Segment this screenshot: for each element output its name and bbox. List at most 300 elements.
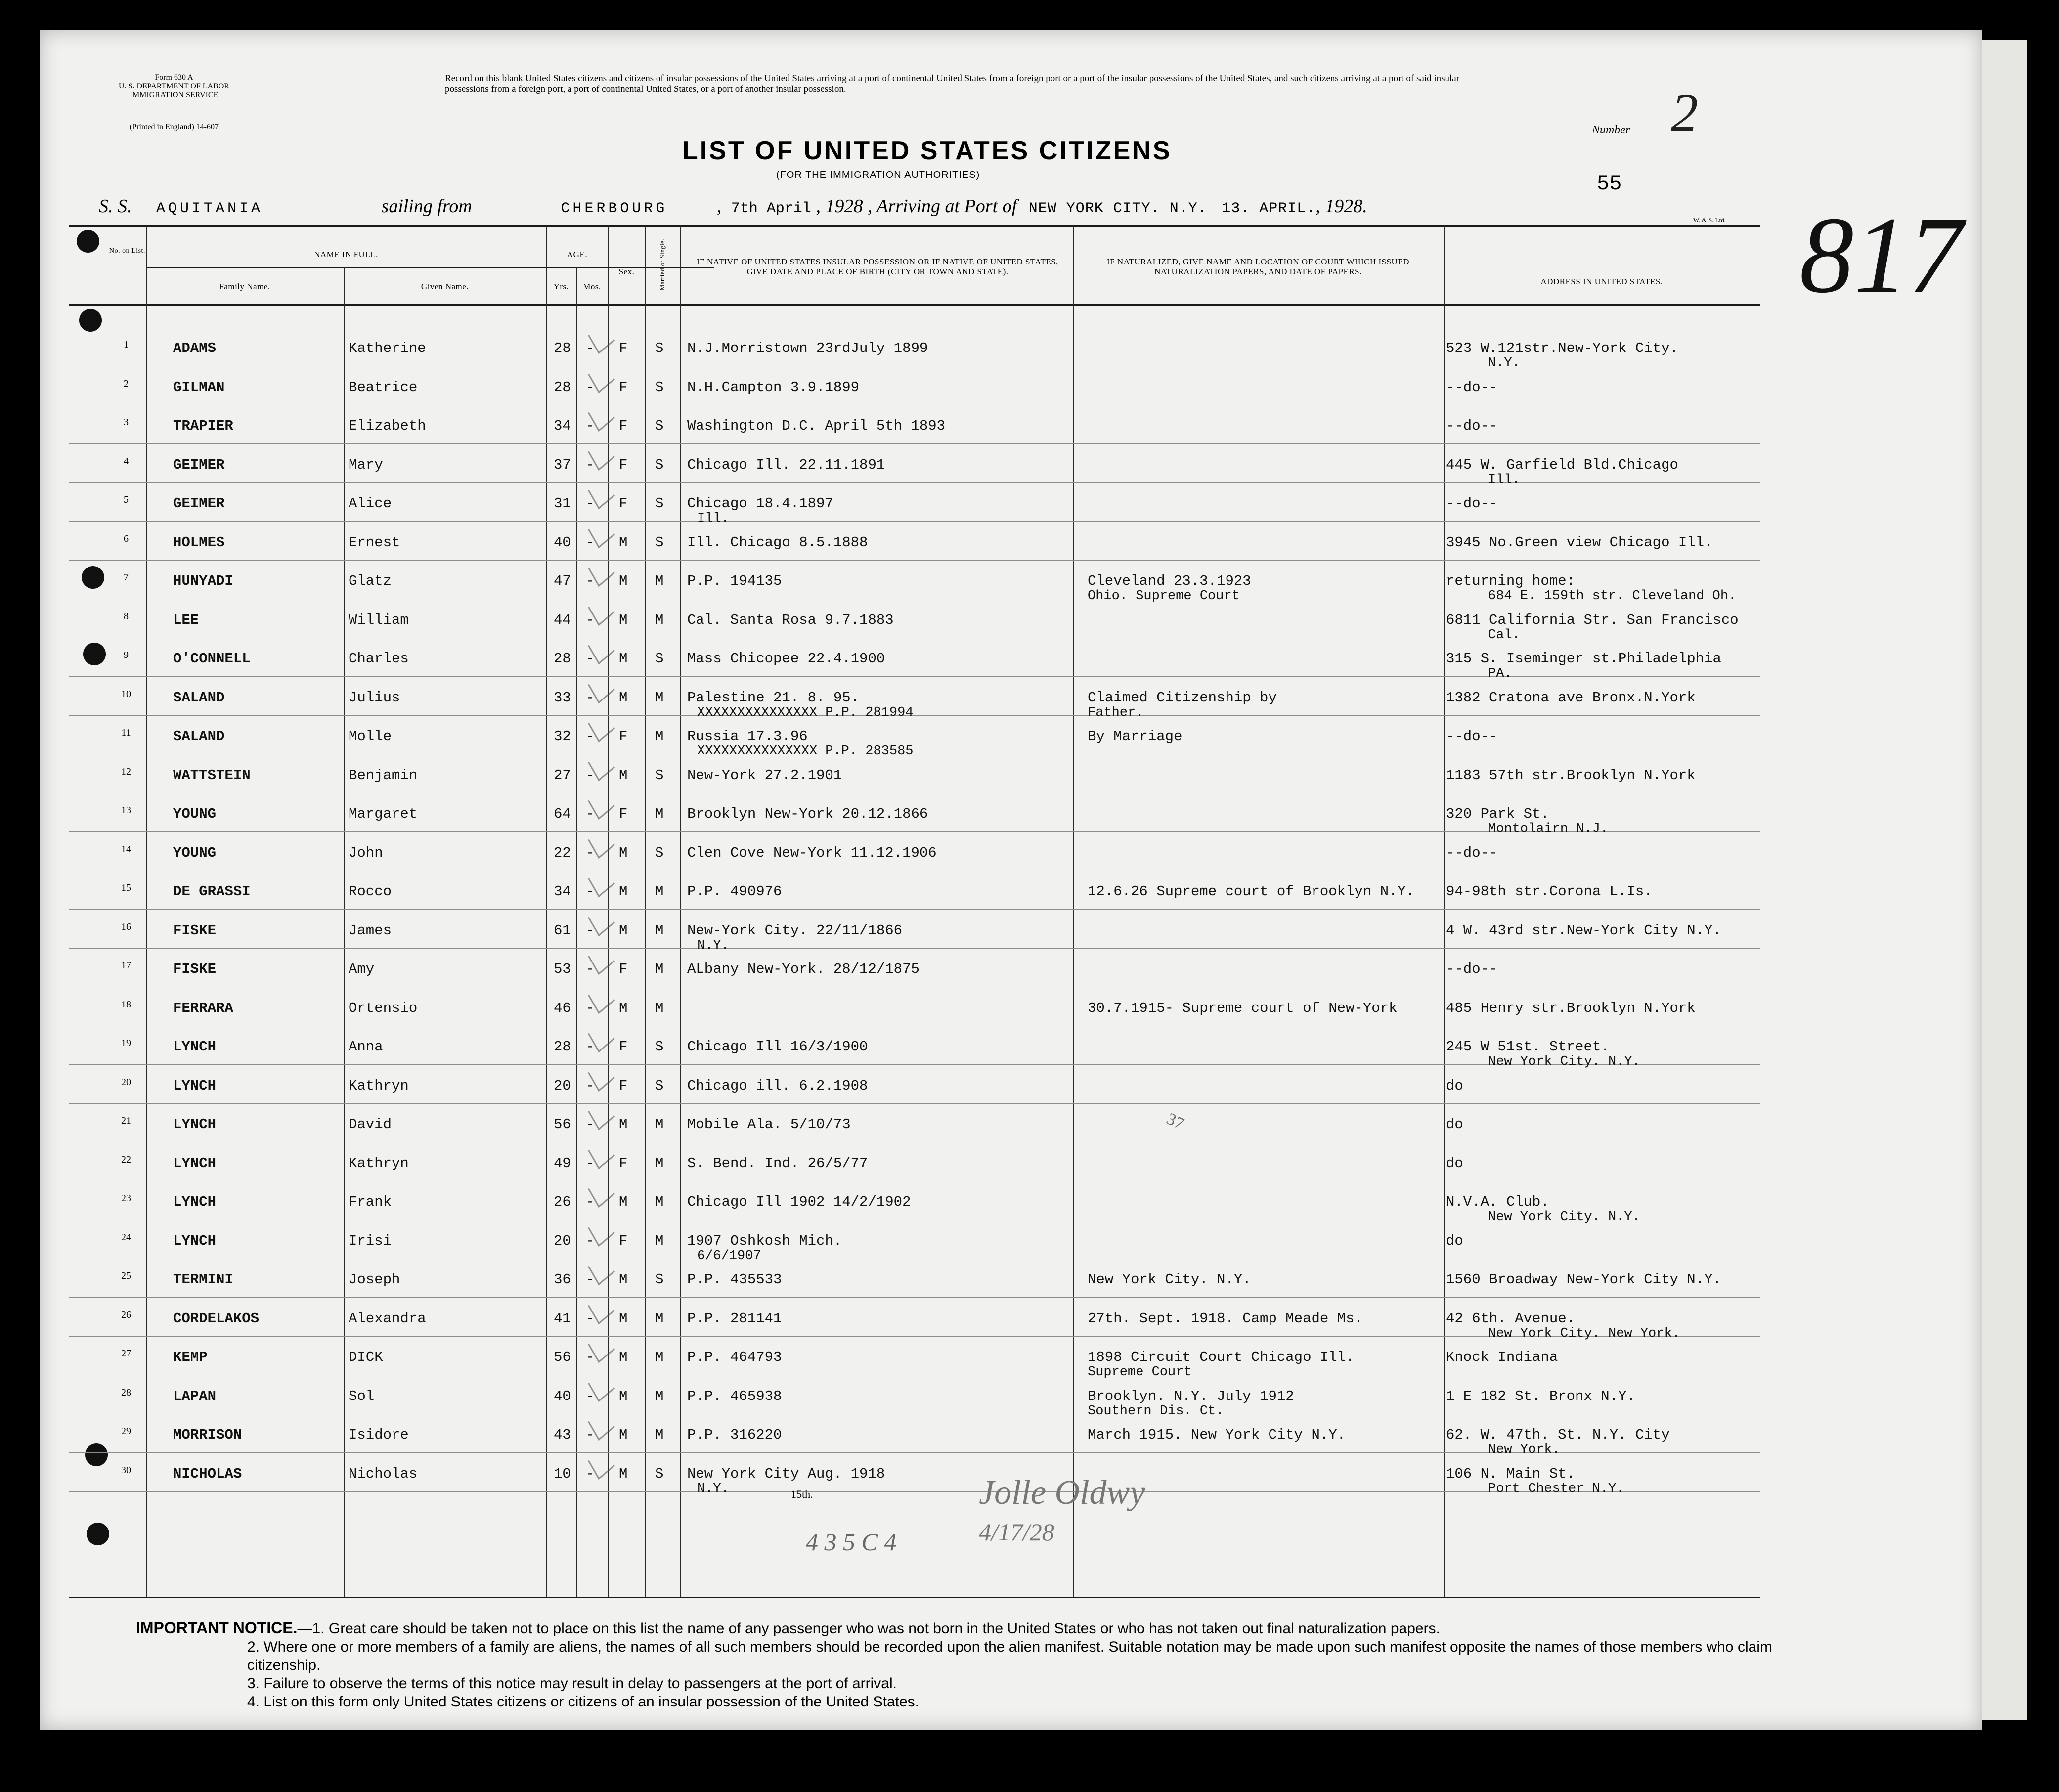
cell-sex: M (619, 689, 628, 706)
cell-family: O'CONNELL (173, 651, 251, 667)
cell-sex: F (619, 961, 628, 977)
row-number: 11 (121, 727, 131, 738)
departure-year: 28 (844, 196, 863, 217)
cell-sex: M (619, 767, 628, 784)
cell-family: GEIMER (173, 495, 225, 512)
header-bottom-rule (69, 304, 1760, 306)
cell-birth: Chicago ill. 6.2.1908 (687, 1077, 868, 1094)
cell-sex: F (619, 1232, 628, 1249)
cell-addr: 3945 No.Green view Chicago Ill. (1446, 534, 1713, 551)
row-number: 26 (121, 1309, 131, 1320)
cell-family: HOLMES (173, 534, 225, 551)
cell-given: Glatz (349, 573, 392, 589)
cell-addr: --do-- (1446, 495, 1498, 512)
binder-hole (77, 230, 99, 253)
row-number: 5 (124, 494, 129, 505)
pencil-mark: 37 (1163, 1109, 1187, 1134)
cell-given: Nicholas (349, 1465, 418, 1482)
cell-addr2: Cal. (1488, 627, 1520, 643)
cell-birth: Mobile Ala. 5/10/73 (687, 1116, 851, 1133)
cell-ms: S (655, 340, 664, 356)
cell-addr: do (1446, 1116, 1463, 1133)
cell-family: LYNCH (173, 1039, 217, 1055)
cell-given: Julius (349, 689, 400, 706)
cell-family: FERRARA (173, 1000, 233, 1016)
cell-family: LYNCH (173, 1077, 217, 1094)
cell-given: Alexandra (349, 1310, 426, 1327)
cell-nat: By Marriage (1088, 728, 1183, 744)
cell-family: KEMP (173, 1349, 208, 1365)
col-rule (146, 225, 147, 1597)
col-header-yrs: Yrs. (553, 282, 569, 291)
cell-birth: Chicago Ill. 22.11.1891 (687, 456, 885, 473)
cell-sex: F (619, 379, 628, 395)
cell-mos: - (586, 883, 595, 900)
cell-mos: - (586, 418, 595, 434)
cell-birth: Ill. Chicago 8.5.1888 (687, 534, 868, 551)
cell-family: YOUNG (173, 844, 217, 861)
cell-mos: - (586, 922, 595, 939)
row-number: 23 (121, 1193, 131, 1204)
row-number: 24 (121, 1231, 131, 1243)
cell-addr: 315 S. Iseminger st.Philadelphia (1446, 651, 1721, 667)
cell-given: Irisi (349, 1232, 392, 1249)
cell-sex: F (619, 340, 628, 356)
cell-mos: - (586, 651, 595, 667)
number-label: Number (1592, 124, 1630, 136)
cell-birth: P.P. 465938 (687, 1388, 782, 1404)
cell-birth: N.J.Morristown 23rdJuly 1899 (687, 340, 928, 356)
cell-mos: - (586, 1349, 595, 1365)
cell-addr: 62. W. 47th. St. N.Y. City (1446, 1427, 1670, 1443)
cell-ms: M (655, 1194, 664, 1210)
col-header-mos: Mos. (583, 282, 601, 291)
cell-sex: M (619, 1427, 628, 1443)
cell-mos: - (586, 728, 595, 744)
cell-given: Isidore (349, 1427, 409, 1443)
cell-birth2: Ill. (697, 511, 729, 526)
cell-age: 28 (554, 1039, 571, 1055)
cell-age: 32 (554, 728, 571, 744)
cell-given: Kathryn (349, 1077, 409, 1094)
cell-nat: March 1915. New York City N.Y. (1088, 1427, 1346, 1443)
cell-birth: Chicago 18.4.1897 (687, 495, 833, 512)
cell-addr2: New York City. New York. (1488, 1326, 1680, 1341)
cell-ms: S (655, 418, 664, 434)
cell-ms: S (655, 495, 664, 512)
printer-mark: W. & S. Ltd. (1693, 217, 1726, 224)
cell-birth: P.P. 490976 (687, 883, 782, 900)
cell-mos: - (586, 806, 595, 822)
cell-ms: M (655, 961, 664, 977)
row-number: 17 (121, 960, 131, 971)
row-number: 27 (121, 1348, 131, 1359)
notice-item-4: 4. List on this form only United States citizens or citizens of an insular possession of the United States. (247, 1694, 920, 1710)
col-rule (576, 267, 577, 1597)
cell-sex: F (619, 456, 628, 473)
table-top-rule (69, 225, 1760, 227)
cell-sex: M (619, 1349, 628, 1365)
cell-addr: 1 E 182 St. Bronx N.Y. (1446, 1388, 1635, 1404)
row-number: 1 (124, 339, 129, 350)
col-rule (645, 225, 646, 1597)
cell-family: HUNYADI (173, 573, 233, 589)
cell-sex: M (619, 1000, 628, 1016)
cell-age: 43 (554, 1427, 571, 1443)
cell-ms: M (655, 1116, 664, 1133)
row-number: 8 (124, 611, 129, 622)
signature-date: 4/17/28 (979, 1518, 1054, 1546)
cell-given: Katherine (349, 340, 426, 356)
cell-age: 53 (554, 961, 571, 977)
cell-family: LYNCH (173, 1232, 217, 1249)
cell-birth: Washington D.C. April 5th 1893 (687, 418, 946, 434)
cell-nat: Claimed Citizenship by (1088, 689, 1277, 706)
cell-given: Ortensio (349, 1000, 418, 1016)
cell-given: Margaret (349, 806, 418, 822)
cell-sex: M (619, 612, 628, 628)
cell-birth: New York City Aug. 1918 (687, 1465, 885, 1482)
row-rule (69, 443, 1760, 444)
row-number: 25 (121, 1270, 131, 1281)
row-rule (69, 909, 1760, 910)
cell-age: 41 (554, 1310, 571, 1327)
cell-addr2: New York City. N.Y. (1488, 1054, 1640, 1069)
cell-age: 40 (554, 1388, 571, 1404)
cell-age: 49 (554, 1155, 571, 1172)
row-number: 15 (121, 882, 131, 893)
cell-ms: M (655, 1310, 664, 1327)
cell-birth: Palestine 21. 8. 95. (687, 689, 860, 706)
stamp-number: 4 3 5 C 4 (806, 1528, 897, 1556)
cell-nat: Brooklyn. N.Y. July 1912 (1088, 1388, 1294, 1404)
cell-age: 34 (554, 418, 571, 434)
cell-family: LYNCH (173, 1116, 217, 1133)
cell-addr: do (1446, 1077, 1463, 1094)
cell-ms: M (655, 1349, 664, 1365)
cell-sex: M (619, 1116, 628, 1133)
cell-nat2: Supreme Court (1088, 1365, 1192, 1380)
binder-hole (82, 566, 104, 589)
cell-addr2: Port Chester N.Y. (1488, 1481, 1624, 1496)
cell-birth2: 6/6/1907 (697, 1248, 761, 1264)
cell-sex: M (619, 922, 628, 939)
row-rule (69, 1103, 1760, 1104)
cell-family: GILMAN (173, 379, 225, 395)
cell-given: Amy (349, 961, 375, 977)
voyage-line: S. S. AQUITANIA sailing from CHERBOURG , 7th April , 1928 , Arriving at Port of NEW YORK CITY. N.Y. 13. APRIL., 1928. (99, 196, 1367, 217)
cell-sex: M (619, 883, 628, 900)
col-header-name: NAME IN FULL. (314, 250, 378, 259)
col-header-sex: Sex. (618, 267, 635, 276)
cell-addr: 320 Park St. (1446, 806, 1549, 822)
cell-addr: 1382 Cratona ave Bronx.N.York (1446, 689, 1696, 706)
arrival-year: 28. (1344, 196, 1367, 217)
cell-birth: P.P. 316220 (687, 1427, 782, 1443)
row-number: 10 (121, 688, 131, 699)
cell-ms: M (655, 1388, 664, 1404)
cell-mos: - (586, 1077, 595, 1094)
form-number: Form 630 A (155, 73, 193, 82)
row-number: 9 (124, 650, 129, 660)
cell-given: Benjamin (349, 767, 418, 784)
cell-ms: S (655, 844, 664, 861)
cell-age: 64 (554, 806, 571, 822)
row-number: 18 (121, 999, 131, 1010)
cell-sex: F (619, 1039, 628, 1055)
cell-given: Anna (349, 1039, 383, 1055)
cell-sex: F (619, 728, 628, 744)
cell-mos: - (586, 1000, 595, 1016)
cell-mos: - (586, 340, 595, 356)
cell-ms: M (655, 1427, 664, 1443)
row-number: 19 (121, 1038, 131, 1049)
cell-family: WATTSTEIN (173, 767, 251, 784)
cell-mos: - (586, 961, 595, 977)
cell-mos: - (586, 844, 595, 861)
cell-given: DICK (349, 1349, 383, 1365)
cell-age: 28 (554, 340, 571, 356)
cell-nat: 27th. Sept. 1918. Camp Meade Ms. (1088, 1310, 1363, 1327)
margin-number: 817 (1799, 195, 1963, 315)
row-number: 28 (121, 1387, 131, 1398)
cell-birth: P.P. 435533 (687, 1271, 782, 1288)
cell-family: FISKE (173, 961, 217, 977)
row-number: 29 (121, 1426, 131, 1437)
cell-ms: S (655, 1039, 664, 1055)
cell-given: Mary (349, 456, 383, 473)
cell-given: Rocco (349, 883, 392, 900)
cell-addr2: Montolairn N.J. (1488, 822, 1609, 836)
cell-ms: M (655, 806, 664, 822)
cell-age: 56 (554, 1116, 571, 1133)
cell-age: 34 (554, 883, 571, 900)
cell-ms: S (655, 379, 664, 395)
cell-sex: M (619, 1271, 628, 1288)
cell-family: CORDELAKOS (173, 1310, 260, 1327)
cell-ms: M (655, 1232, 664, 1249)
signature: Jolle Oldwy (979, 1474, 1145, 1512)
cell-birth: New-York City. 22/11/1866 (687, 922, 903, 939)
cell-age: 47 (554, 573, 571, 589)
cell-addr2: New York. (1488, 1442, 1560, 1457)
cell-birth: New-York 27.2.1901 (687, 767, 842, 784)
cell-age: 31 (554, 495, 571, 512)
cell-ms: M (655, 1000, 664, 1016)
cell-mos: - (586, 1465, 595, 1482)
cell-birth: Russia 17.3.96 (687, 728, 808, 744)
cell-family: SALAND (173, 728, 225, 744)
cell-nat2: Ohio. Supreme Court (1088, 589, 1240, 604)
cell-ms: S (655, 1271, 664, 1288)
cell-addr: 485 Henry str.Brooklyn N.York (1446, 1000, 1696, 1016)
cell-family: YOUNG (173, 806, 217, 822)
cell-family: ADAMS (173, 340, 217, 356)
cell-addr: 6811 California Str. San Francisco (1446, 612, 1739, 628)
cell-age: 27 (554, 767, 571, 784)
cell-age: 10 (554, 1465, 571, 1482)
cell-mos: - (586, 1271, 595, 1288)
cell-age: 61 (554, 922, 571, 939)
col-header-married: Married or Single. (658, 238, 666, 291)
departure-date: 7th April (731, 200, 811, 217)
cell-mos: - (586, 534, 595, 551)
row-number: 21 (121, 1115, 131, 1126)
cell-age: 46 (554, 1000, 571, 1016)
cell-family: LAPAN (173, 1388, 217, 1404)
row-rule (69, 560, 1760, 561)
row-number: 13 (121, 805, 131, 816)
cell-family: SALAND (173, 689, 225, 706)
cell-nat: 1898 Circuit Court Chicago Ill. (1088, 1349, 1355, 1365)
cell-addr: do (1446, 1232, 1463, 1249)
cell-age: 20 (554, 1232, 571, 1249)
row-number: 3 (124, 417, 129, 428)
cell-nat: New York City. N.Y. (1088, 1271, 1251, 1288)
cell-sex: F (619, 806, 628, 822)
cell-addr: 106 N. Main St. (1446, 1465, 1576, 1482)
cell-addr: --do-- (1446, 379, 1498, 395)
cell-age: 44 (554, 612, 571, 628)
binder-hole (85, 1443, 108, 1466)
cell-ms: M (655, 689, 664, 706)
page-subtitle: (FOR THE IMMIGRATION AUTHORITIES) (776, 170, 980, 180)
row-number: 4 (124, 455, 129, 467)
cell-given: John (349, 844, 383, 861)
cell-mos: - (586, 689, 595, 706)
row-number: 2 (124, 378, 129, 389)
record-instruction: Record on this blank United States citizens and citizens of insular possessions of the United States arriving at a port of continental United States from a foreign port or a port of the insular possessions of the United States, and such citizens arriving at a port of said insular possessions from a foreign port, a port of continental United States, or a port of another insular possession. (445, 73, 1460, 94)
row-number: 30 (121, 1464, 131, 1476)
service: IMMIGRATION SERVICE (130, 91, 219, 99)
cell-addr: 42 6th. Avenue. (1446, 1310, 1576, 1327)
cell-mos: - (586, 767, 595, 784)
cell-age: 37 (554, 456, 571, 473)
department: U. S. DEPARTMENT OF LABOR (119, 82, 229, 90)
binder-hole (87, 1523, 109, 1545)
cell-sex: M (619, 1310, 628, 1327)
cell-ms: S (655, 534, 664, 551)
cell-addr: --do-- (1446, 961, 1498, 977)
arrival-port: NEW YORK CITY. N.Y. (1028, 200, 1207, 217)
cell-mos: - (586, 456, 595, 473)
cell-nat: Cleveland 23.3.1923 (1088, 573, 1251, 589)
cell-age: 28 (554, 379, 571, 395)
list-number: 55 (1597, 172, 1622, 196)
cell-birth: P.P. 464793 (687, 1349, 782, 1365)
cell-birth: Cal. Santa Rosa 9.7.1883 (687, 612, 894, 628)
cell-addr: 4 W. 43rd str.New-York City N.Y. (1446, 922, 1721, 939)
cell-ms: S (655, 651, 664, 667)
cell-mos: - (586, 1116, 595, 1133)
cell-mos: - (586, 612, 595, 628)
row-number: 12 (121, 766, 131, 777)
cell-given: Beatrice (349, 379, 418, 395)
col-rule (344, 267, 345, 1597)
cell-family: FISKE (173, 922, 217, 939)
row-rule (69, 948, 1760, 949)
row-number: 6 (124, 533, 129, 544)
col-header-family: Family Name. (219, 282, 270, 291)
arrival-date: 13. APRIL. (1222, 200, 1316, 217)
cell-given: Alice (349, 495, 392, 512)
cell-sex: M (619, 1388, 628, 1404)
cell-birth: Chicago Ill 16/3/1900 (687, 1039, 868, 1055)
cell-addr2: Ill. (1488, 472, 1520, 487)
cell-age: 26 (554, 1194, 571, 1210)
col-rule (1073, 225, 1074, 1597)
cell-given: William (349, 612, 409, 628)
cell-birth2: XXXXXXXXXXXXXXX P.P. 281994 (697, 705, 914, 720)
cell-mos: - (586, 1388, 595, 1404)
cell-addr: do (1446, 1155, 1463, 1172)
printed-note: (Printed in England) 14-607 (130, 123, 219, 131)
cell-nat2: Southern Dis. Ct. (1088, 1403, 1224, 1419)
cell-addr: 245 W 51st. Street. (1446, 1039, 1610, 1055)
cell-age: 22 (554, 844, 571, 861)
cell-sex: M (619, 651, 628, 667)
cell-addr: 1560 Broadway New-York City N.Y. (1446, 1271, 1721, 1288)
cell-addr: 445 W. Garfield Bld.Chicago (1446, 456, 1678, 473)
cell-addr: 1183 57th str.Brooklyn N.York (1446, 767, 1696, 784)
cell-birth2: N.Y. (697, 1481, 729, 1496)
cell-addr2: PA. (1488, 666, 1512, 681)
cell-family: LYNCH (173, 1155, 217, 1172)
cell-birth: S. Bend. Ind. 26/5/77 (687, 1155, 868, 1172)
cell-sex: F (619, 418, 628, 434)
cell-sex: M (619, 1194, 628, 1210)
cell-ms: S (655, 456, 664, 473)
notice-item-1: —1. Great care should be taken not to place on this list the name of any passenger who was not born in the United States or who has not taken out final naturalization papers. (297, 1620, 1440, 1637)
cell-addr: returning home: (1446, 573, 1576, 589)
departure-port: CHERBOURG (561, 200, 668, 217)
col-rule (1444, 225, 1445, 1597)
page-title: LIST OF UNITED STATES CITIZENS (682, 136, 1172, 165)
row-number: 7 (124, 572, 129, 583)
notice-label: IMPORTANT NOTICE. (136, 1619, 298, 1637)
cell-ms: M (655, 612, 664, 628)
cell-addr: 523 W.121str.New-York City. (1446, 340, 1678, 356)
cell-family: DE GRASSI (173, 883, 251, 900)
cell-addr: --do-- (1446, 728, 1498, 744)
cell-age: 40 (554, 534, 571, 551)
row-number: 14 (121, 843, 131, 855)
ship-name: AQUITANIA (156, 200, 263, 217)
cell-ms: S (655, 1465, 664, 1482)
cell-mos: - (586, 1232, 595, 1249)
cell-mos: - (586, 495, 595, 512)
manifest-page (40, 30, 1982, 1730)
cell-family: GEIMER (173, 456, 225, 473)
cell-birth: ALbany New-York. 28/12/1875 (687, 961, 920, 977)
cell-given: James (349, 922, 392, 939)
cell-family: LYNCH (173, 1194, 217, 1210)
year-prefix: , 19 (816, 196, 844, 217)
cell-family: TRAPIER (173, 418, 233, 434)
cell-given: Kathryn (349, 1155, 409, 1172)
cell-age: 56 (554, 1349, 571, 1365)
notice-item-2: 2. Where one or more members of a family are aliens, the names of all such members should be recorded upon the alien manifest. Suitable notation may be made upon such manifest opposite the names of those members who claim citizenship. (247, 1639, 1772, 1673)
cell-ms: S (655, 1077, 664, 1094)
cell-family: TERMINI (173, 1271, 233, 1288)
cell-mos: - (586, 1427, 595, 1443)
cell-ms: M (655, 728, 664, 744)
cell-addr: Knock Indiana (1446, 1349, 1558, 1365)
cell-birth: P.P. 281141 (687, 1310, 782, 1327)
cell-age: 20 (554, 1077, 571, 1094)
cell-birth: 1907 Oshkosh Mich. (687, 1232, 842, 1249)
arrival-year-prefix: , 19 (1315, 196, 1344, 217)
